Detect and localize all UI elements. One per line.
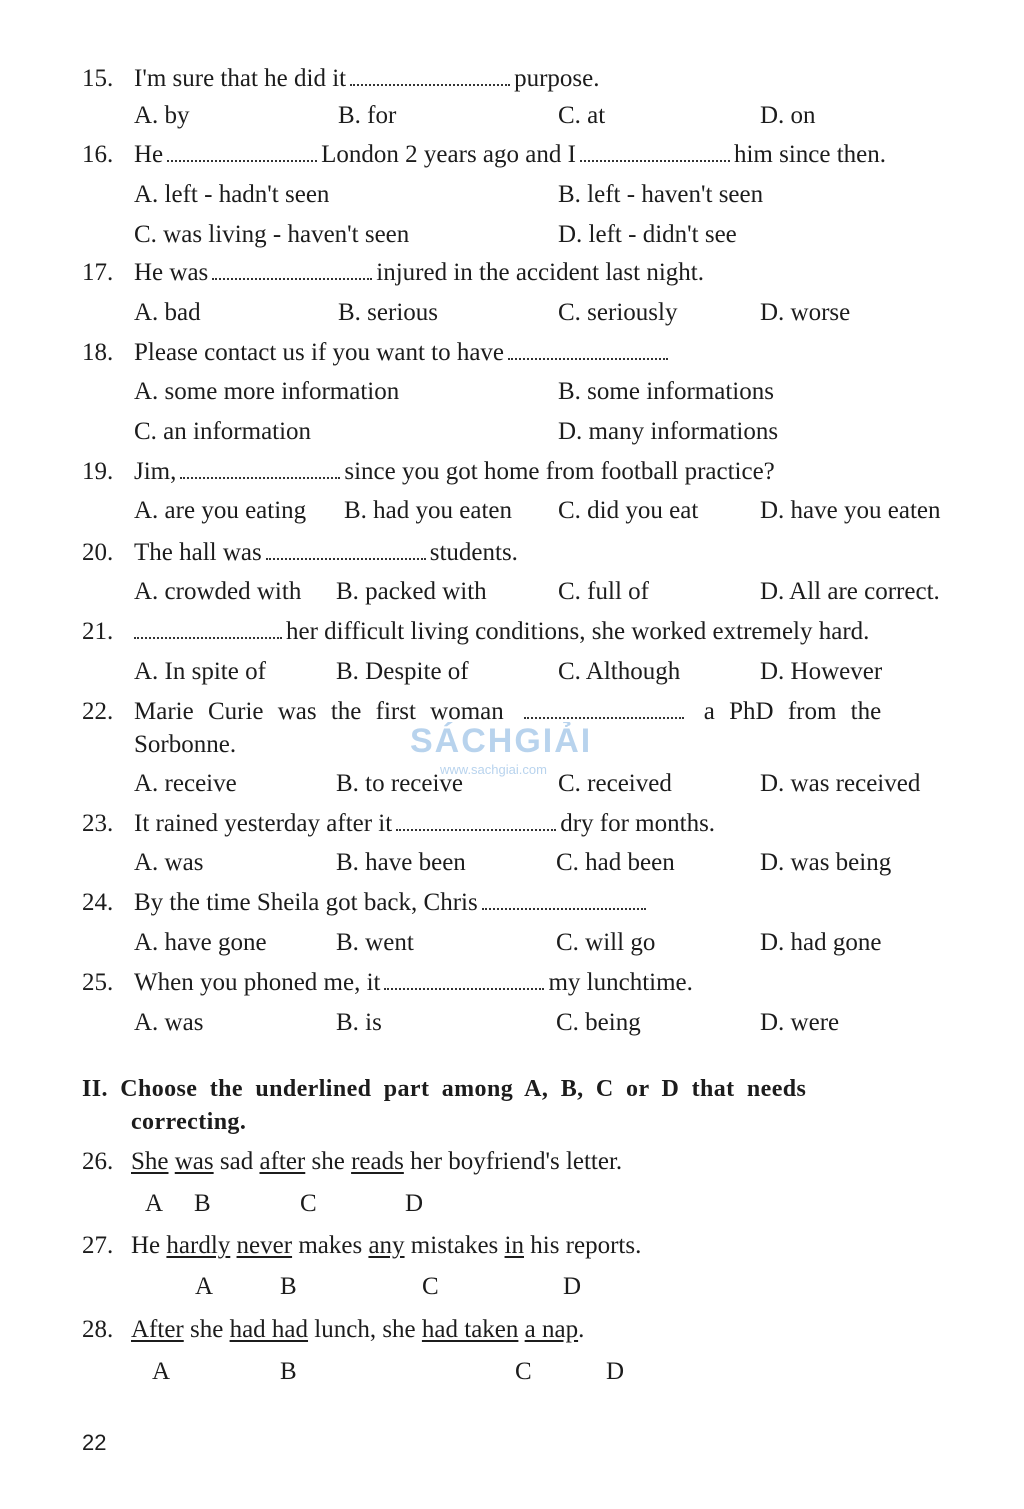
question-stem: When you phoned me, it my lunchtime. (134, 969, 693, 996)
section-heading-continued: correcting. (131, 1109, 247, 1135)
option-d: D. However (760, 658, 883, 685)
question-number: 23. (82, 810, 114, 837)
option-a: A. by (134, 102, 190, 129)
question-stem: She was sad after she reads her boyfriend's letter. (131, 1148, 623, 1175)
question-stem: It rained yesterday after it dry for months. (134, 810, 716, 837)
question-number: 28. (82, 1316, 114, 1343)
answer-label-c: C (300, 1190, 317, 1217)
question-stem: He hardly never makes any mistakes in his reports. (131, 1232, 642, 1259)
option-d: D. on (760, 102, 816, 129)
question-stem: He was injured in the accident last night. (134, 259, 704, 286)
question-stem: Jim, since you got home from football practice? (134, 458, 775, 485)
question-number: 25. (82, 969, 114, 996)
answer-label-b: B (280, 1358, 297, 1385)
option-d: D. have you eaten (760, 497, 941, 524)
option-b: B. is (336, 1009, 382, 1036)
question-stem: By the time Sheila got back, Chris (134, 888, 650, 918)
option-c: C. received (558, 770, 672, 797)
question-number: 24. (82, 889, 114, 916)
option-b: B. for (338, 102, 397, 129)
option-a: A. some more information (134, 378, 400, 405)
question-number: 18. (82, 339, 114, 366)
option-c: C. was living - haven't seen (134, 221, 410, 248)
question-number: 22. (82, 698, 114, 725)
option-a: A. was (134, 1009, 204, 1036)
option-a: A. have gone (134, 929, 267, 956)
answer-label-c: C (422, 1273, 439, 1300)
watermark-logo: SÁCHGIẢI www.sachgiai.com (410, 722, 593, 777)
option-b: B. have been (336, 849, 466, 876)
section-heading: II. Choose the underlined part among A, B, C or D that needs (82, 1076, 807, 1102)
answer-label-c: C (515, 1358, 532, 1385)
option-c: C. being (556, 1009, 641, 1036)
answer-label-b: B (194, 1190, 211, 1217)
question-number: 20. (82, 539, 114, 566)
option-b: B. went (336, 929, 414, 956)
option-b: B. left - haven't seen (558, 181, 764, 208)
option-c: C. at (558, 102, 606, 129)
option-c: C. did you eat (558, 497, 699, 524)
question-stem: I'm sure that he did it purpose. (134, 65, 600, 92)
option-b: B. had you eaten (344, 497, 513, 524)
option-d: D. were (760, 1009, 840, 1036)
question-stem: Marie Curie was the first woman a PhD from the (134, 698, 882, 725)
option-a: A. receive (134, 770, 237, 797)
page-number: 22 (82, 1430, 107, 1455)
option-d: D. worse (760, 299, 851, 326)
option-d: D. was received (760, 770, 921, 797)
question-number: 21. (82, 618, 114, 645)
question-number: 19. (82, 458, 114, 485)
option-b: B. serious (338, 299, 438, 326)
answer-label-d: D (606, 1358, 625, 1385)
option-b: B. some informations (558, 378, 774, 405)
textbook-page: 15. I'm sure that he did it purpose. A. by B. for C. at D. on 16. He London 2 years ago and I him since then. A. left - hadn't seen B. left - haven't seen C. was living - haven't seen D. left - didn't see 17. He was injured in the accident last night. A. bad B. serious C. seriously D. worse 18. Please contact us if you want to have A. some more information B. some informations C. an information D. many informations 19. Jim, since you got home from football practice? A. are you eating B. had you eaten C. did you eat D. have you eaten 20. The hall was students. A. crowded with B. packed with C. full of D. All are correct. 21. her difficult living conditions, she worked extremely hard. A. In spite of B. Despite of C. Although D. However 22. Marie Curie was the first woman a PhD from the Sorbonne. A. receive B. to receive C. received D. was received SÁCHGIẢI www.sachgiai.com 23. It rained yesterday after it dry for months. A. was B. have been C. had been D. was being 24. By the time Sheila got back, Chris A. have gone B. went C. will go D. had gone 25. When you phoned me, it my lunchtime. A. was B. is C. being D. were II. Choose the underlined part among A, B, C or D that needs correcting. 26. She was sad after she reads her boyfriend's letter. A B C D 27. He hardly never makes any mistakes in his reports. A B C D 28. After she had had lunch, she had taken a nap. A B C D 22 (82, 65, 941, 1455)
question-stem: The hall was students. (134, 539, 518, 566)
option-c: C. will go (556, 929, 656, 956)
option-b: B. packed with (336, 578, 487, 605)
answer-label-d: D (563, 1273, 582, 1300)
question-number: 26. (82, 1148, 114, 1175)
option-b: B. Despite of (336, 658, 469, 685)
option-a: A. In spite of (134, 658, 266, 685)
option-a: A. bad (134, 299, 201, 326)
option-c: C. had been (556, 849, 675, 876)
option-d: D. many informations (558, 418, 779, 445)
question-stem: After she had had lunch, she had taken a nap. (131, 1316, 585, 1343)
option-a: A. are you eating (134, 497, 307, 524)
question-number: 27. (82, 1232, 114, 1259)
option-a: A. was (134, 849, 204, 876)
option-b: B. to receive (336, 770, 464, 797)
question-stem: her difficult living conditions, she worked extremely hard. (134, 617, 869, 647)
option-d: D. had gone (760, 929, 882, 956)
question-stem: He London 2 years ago and I him since then. (134, 141, 887, 168)
option-c: C. an information (134, 418, 312, 445)
option-a: A. left - hadn't seen (134, 181, 330, 208)
option-c: C. full of (558, 578, 649, 605)
question-number: 15. (82, 65, 114, 92)
answer-label-a: A (145, 1190, 164, 1217)
question-stem: Please contact us if you want to have (134, 338, 672, 368)
option-a: A. crowded with (134, 578, 302, 605)
question-number: 17. (82, 259, 114, 286)
answer-label-d: D (405, 1190, 424, 1217)
answer-label-a: A (152, 1358, 171, 1385)
answer-label-b: B (280, 1273, 297, 1300)
option-c: C. Although (558, 658, 681, 685)
question-number: 16. (82, 141, 114, 168)
option-d: D. left - didn't see (558, 221, 737, 248)
option-d: D. was being (760, 849, 892, 876)
option-d: D. All are correct. (760, 578, 940, 605)
option-c: C. seriously (558, 299, 678, 326)
answer-label-a: A (195, 1273, 214, 1300)
